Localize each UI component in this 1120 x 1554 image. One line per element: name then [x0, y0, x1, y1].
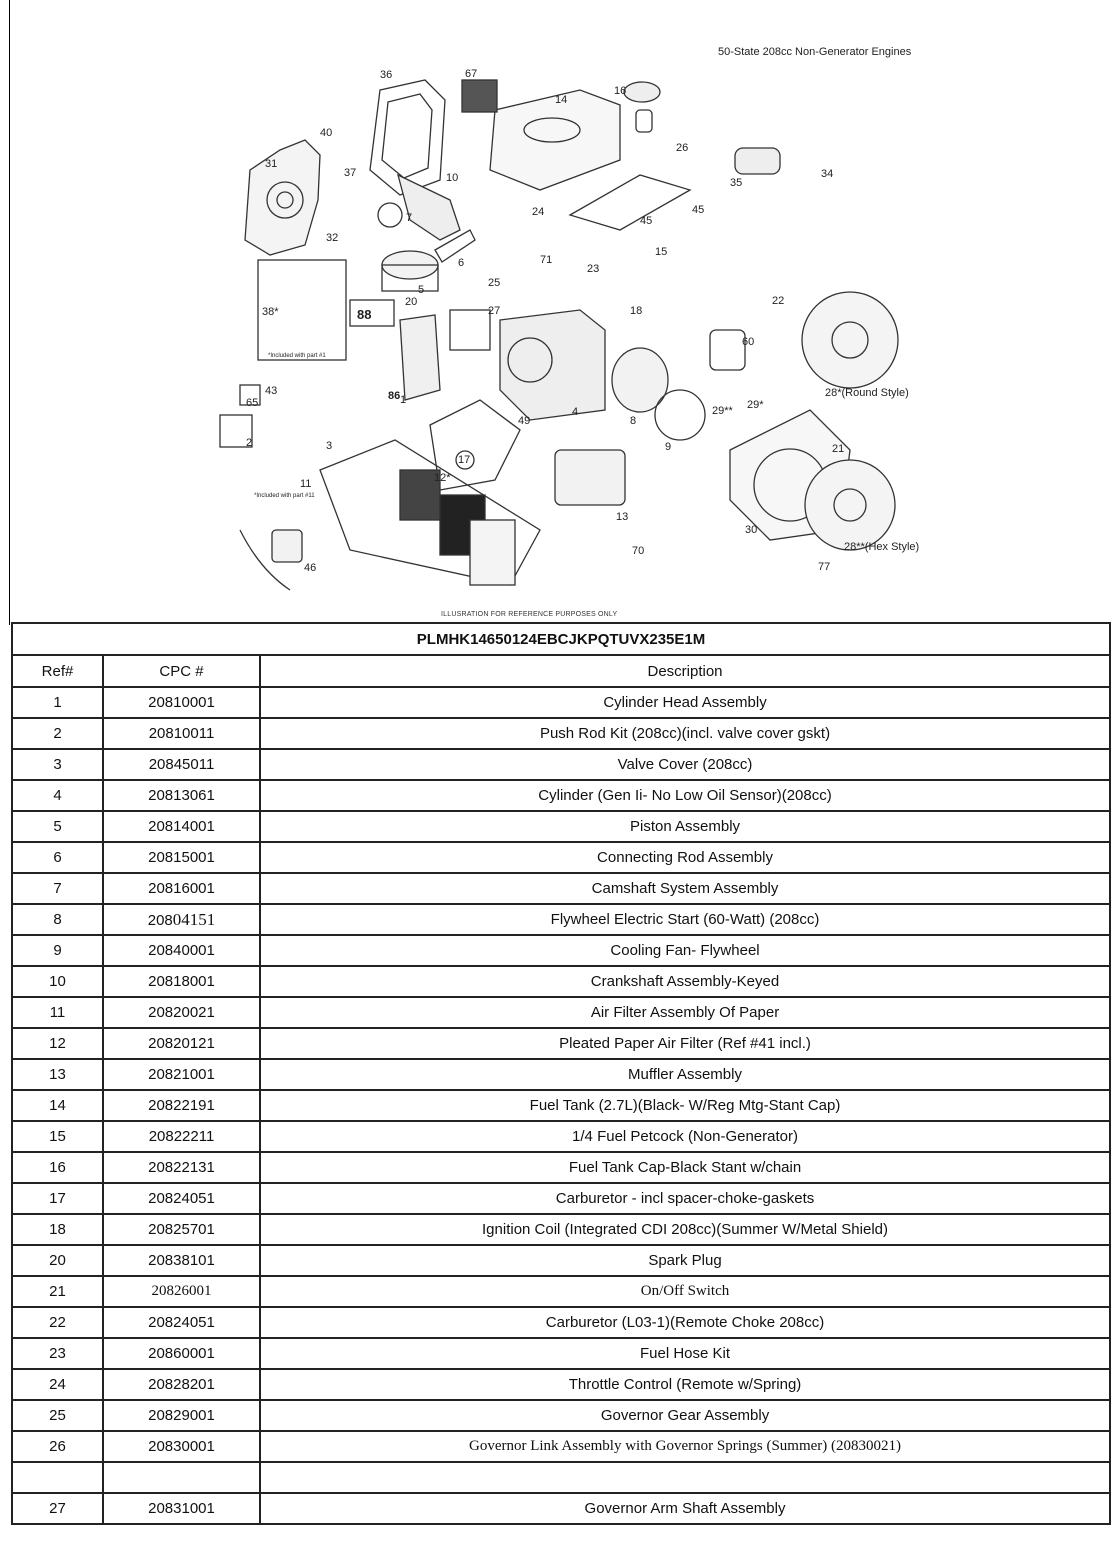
table-row	[12, 935, 1110, 966]
description-cell: Governor Link Assembly with Governor Springs (Summer) (20830021)	[260, 1431, 1110, 1462]
svg-text:45: 45	[640, 215, 653, 227]
svg-text:17: 17	[458, 454, 471, 466]
ref-cell: 6	[12, 842, 103, 873]
svg-text:22: 22	[772, 295, 785, 307]
cpc-cell: 20818001	[103, 966, 260, 997]
cpc-cell: 20826001	[103, 1276, 260, 1307]
description-cell: Carburetor - incl spacer-choke-gaskets	[260, 1183, 1110, 1214]
table-row	[12, 1369, 1110, 1400]
cpc-cell	[103, 904, 260, 935]
ref-cell: 7	[12, 873, 103, 904]
ref-cell: 2	[12, 718, 103, 749]
description-cell: Cooling Fan- Flywheel	[260, 935, 1110, 966]
ref-cell: 9	[12, 935, 103, 966]
svg-text:10: 10	[446, 172, 459, 184]
description-cell: Fuel Hose Kit	[260, 1338, 1110, 1369]
illustration-note: ILLUSRATION FOR REFERENCE PURPOSES ONLY	[441, 611, 618, 618]
svg-text:7: 7	[406, 212, 413, 224]
description-cell: Fuel Tank Cap-Black Stant w/chain	[260, 1152, 1110, 1183]
ref-cell: 15	[12, 1121, 103, 1152]
svg-text:28*(Round Style): 28*(Round Style)	[825, 387, 909, 399]
cpc-cell: 20828201	[103, 1369, 260, 1400]
svg-text:29*: 29*	[747, 399, 764, 411]
cpc-cell: 20860001	[103, 1338, 260, 1369]
svg-text:70: 70	[632, 545, 645, 557]
header-row	[12, 655, 1110, 687]
description-cell: Throttle Control (Remote w/Spring)	[260, 1369, 1110, 1400]
svg-text:1: 1	[400, 394, 407, 406]
table-row	[12, 966, 1110, 997]
description-cell: Cylinder (Gen Ii- No Low Oil Sensor)(208cc)	[260, 780, 1110, 811]
cpc-cell: 20820021	[103, 997, 260, 1028]
svg-text:36: 36	[380, 69, 393, 81]
table-row	[12, 1245, 1110, 1276]
cpc-cell: 20840001	[103, 935, 260, 966]
cpc-cell: 20822131	[103, 1152, 260, 1183]
cpc-cell: 20838101	[103, 1245, 260, 1276]
ref-cell: 8	[12, 904, 103, 935]
ref-cell: 25	[12, 1400, 103, 1431]
svg-text:2: 2	[246, 437, 253, 449]
table-row	[12, 1493, 1110, 1524]
svg-text:4: 4	[572, 406, 579, 418]
cpc-cell: 20831001	[103, 1493, 260, 1524]
svg-text:26: 26	[676, 142, 689, 154]
svg-text:32: 32	[326, 232, 339, 244]
description-cell: Fuel Tank (2.7L)(Black- W/Reg Mtg-Stant Cap)	[260, 1090, 1110, 1121]
svg-text:20: 20	[405, 296, 418, 308]
svg-text:86: 86	[388, 390, 401, 402]
cpc-cell: 20810011	[103, 718, 260, 749]
exploded-parts-diagram	[210, 30, 930, 625]
svg-text:9: 9	[665, 441, 672, 453]
cpc-cell: 20820121	[103, 1028, 260, 1059]
ref-cell: 12	[12, 1028, 103, 1059]
table-row	[12, 1121, 1110, 1152]
svg-text:88: 88	[357, 307, 372, 322]
diagram-title: 50-State 208cc Non-Generator Engines	[718, 46, 912, 58]
ref-cell: 11	[12, 997, 103, 1028]
cpc-cell: 20824051	[103, 1307, 260, 1338]
svg-text:77: 77	[818, 561, 831, 573]
svg-text:3: 3	[326, 440, 333, 452]
table-row	[12, 1307, 1110, 1338]
ref-cell: 20	[12, 1245, 103, 1276]
table-row	[12, 1152, 1110, 1183]
svg-text:71: 71	[540, 254, 553, 266]
description-cell: Pleated Paper Air Filter (Ref #41 incl.)	[260, 1028, 1110, 1059]
cpc-cell: 20822191	[103, 1090, 260, 1121]
table-row	[12, 780, 1110, 811]
svg-text:40: 40	[320, 127, 333, 139]
description-cell: Spark Plug	[260, 1245, 1110, 1276]
description-cell: 1/4 Fuel Petcock (Non-Generator)	[260, 1121, 1110, 1152]
header-ref: Ref#	[12, 655, 103, 687]
table-row	[12, 997, 1110, 1028]
svg-text:21: 21	[832, 443, 845, 455]
ref-cell: 16	[12, 1152, 103, 1183]
parts-table	[11, 622, 1111, 1525]
svg-text:16: 16	[614, 85, 627, 97]
table-row	[12, 687, 1110, 718]
ref-cell: 1	[12, 687, 103, 718]
ref-cell: 10	[12, 966, 103, 997]
svg-text:29**: 29**	[712, 405, 733, 417]
description-cell: Valve Cover (208cc)	[260, 749, 1110, 780]
table-row	[12, 842, 1110, 873]
cpc-cell: 20830001	[103, 1431, 260, 1462]
ref-cell: 17	[12, 1183, 103, 1214]
header-cpc: CPC #	[103, 655, 260, 687]
spacer-row	[12, 1462, 1110, 1493]
cpc-cell: 20821001	[103, 1059, 260, 1090]
svg-text:30: 30	[745, 524, 758, 536]
page-left-rule	[9, 0, 10, 625]
table-row	[12, 1028, 1110, 1059]
table-row	[12, 873, 1110, 904]
svg-text:8: 8	[630, 415, 637, 427]
cpc-cell: 20810001	[103, 687, 260, 718]
svg-text:28**(Hex Style): 28**(Hex Style)	[844, 541, 920, 553]
svg-text:46: 46	[304, 562, 317, 574]
table-row	[12, 1400, 1110, 1431]
svg-text:12*: 12*	[434, 472, 451, 484]
svg-text:41*: 41*	[468, 495, 485, 507]
svg-text:31: 31	[265, 158, 278, 170]
table-row	[12, 1431, 1110, 1462]
table-row	[12, 1059, 1110, 1090]
cpc-cell: 20829001	[103, 1400, 260, 1431]
description-cell: Push Rod Kit (208cc)(incl. valve cover gskt)	[260, 718, 1110, 749]
cpc-suffix: 04151	[172, 909, 216, 929]
ref-cell: 24	[12, 1369, 103, 1400]
description-cell: Ignition Coil (Integrated CDI 208cc)(Summer W/Metal Shield)	[260, 1214, 1110, 1245]
cpc-prefix: 208	[147, 911, 173, 929]
description-cell: Camshaft System Assembly	[260, 873, 1110, 904]
description-cell: Flywheel Electric Start (60-Watt) (208cc)	[260, 904, 1110, 935]
ref-cell: 22	[12, 1307, 103, 1338]
svg-text:*Included with part #11: *Included with part #11	[254, 493, 315, 499]
table-row	[12, 904, 1110, 935]
description-cell: Piston Assembly	[260, 811, 1110, 842]
ref-cell: 5	[12, 811, 103, 842]
svg-text:38*: 38*	[262, 306, 279, 318]
svg-text:35: 35	[730, 177, 743, 189]
ref-cell: 4	[12, 780, 103, 811]
table-row	[12, 1183, 1110, 1214]
ref-cell: 3	[12, 749, 103, 780]
svg-text:6: 6	[458, 257, 465, 269]
ref-cell: 23	[12, 1338, 103, 1369]
svg-text:27: 27	[488, 305, 501, 317]
svg-text:24: 24	[532, 206, 545, 218]
svg-text:18: 18	[630, 305, 643, 317]
description-cell: Cylinder Head Assembly	[260, 687, 1110, 718]
svg-text:67: 67	[465, 68, 478, 80]
description-cell: Connecting Rod Assembly	[260, 842, 1110, 873]
ref-cell: 14	[12, 1090, 103, 1121]
table-row	[12, 1276, 1110, 1307]
description-cell: Muffler Assembly	[260, 1059, 1110, 1090]
table-row	[12, 749, 1110, 780]
ref-cell: 21	[12, 1276, 103, 1307]
svg-text:37: 37	[344, 167, 357, 179]
table-row	[12, 1090, 1110, 1121]
svg-text:25: 25	[488, 277, 501, 289]
cpc-cell: 20845011	[103, 749, 260, 780]
table-row	[12, 811, 1110, 842]
cpc-cell: 20815001	[103, 842, 260, 873]
svg-text:23: 23	[587, 263, 600, 275]
model-row	[12, 623, 1110, 655]
cpc-cell: 20824051	[103, 1183, 260, 1214]
model-number: PLMHK14650124EBCJKPQTUVX235E1M	[12, 623, 1110, 655]
description-cell: Governor Arm Shaft Assembly	[260, 1493, 1110, 1524]
cpc-cell: 20816001	[103, 873, 260, 904]
description-cell: Crankshaft Assembly-Keyed	[260, 966, 1110, 997]
svg-text:65: 65	[246, 397, 259, 409]
ref-cell: 13	[12, 1059, 103, 1090]
cpc-cell: 20813061	[103, 780, 260, 811]
svg-text:14: 14	[555, 94, 568, 106]
cpc-cell: 20814001	[103, 811, 260, 842]
svg-text:34: 34	[821, 168, 834, 180]
table-row	[12, 1214, 1110, 1245]
description-cell: On/Off Switch	[260, 1276, 1110, 1307]
svg-text:15: 15	[655, 246, 668, 258]
svg-text:43: 43	[265, 385, 278, 397]
table-row	[12, 718, 1110, 749]
ref-cell: 26	[12, 1431, 103, 1462]
ref-cell: 18	[12, 1214, 103, 1245]
svg-text:60: 60	[742, 336, 755, 348]
description-cell: Air Filter Assembly Of Paper	[260, 997, 1110, 1028]
ref-cell: 27	[12, 1493, 103, 1524]
svg-text:45: 45	[692, 204, 705, 216]
svg-text:49: 49	[518, 415, 531, 427]
svg-text:11: 11	[300, 478, 312, 490]
svg-text:5: 5	[418, 284, 425, 296]
description-cell: Carburetor (L03-1)(Remote Choke 208cc)	[260, 1307, 1110, 1338]
cpc-cell: 20825701	[103, 1214, 260, 1245]
svg-text:13: 13	[616, 511, 629, 523]
cpc-cell: 20822211	[103, 1121, 260, 1152]
svg-text:*Included with part #1: *Included with part #1	[268, 353, 326, 359]
description-cell: Governor Gear Assembly	[260, 1400, 1110, 1431]
header-description: Description	[260, 655, 1110, 687]
table-row	[12, 1338, 1110, 1369]
